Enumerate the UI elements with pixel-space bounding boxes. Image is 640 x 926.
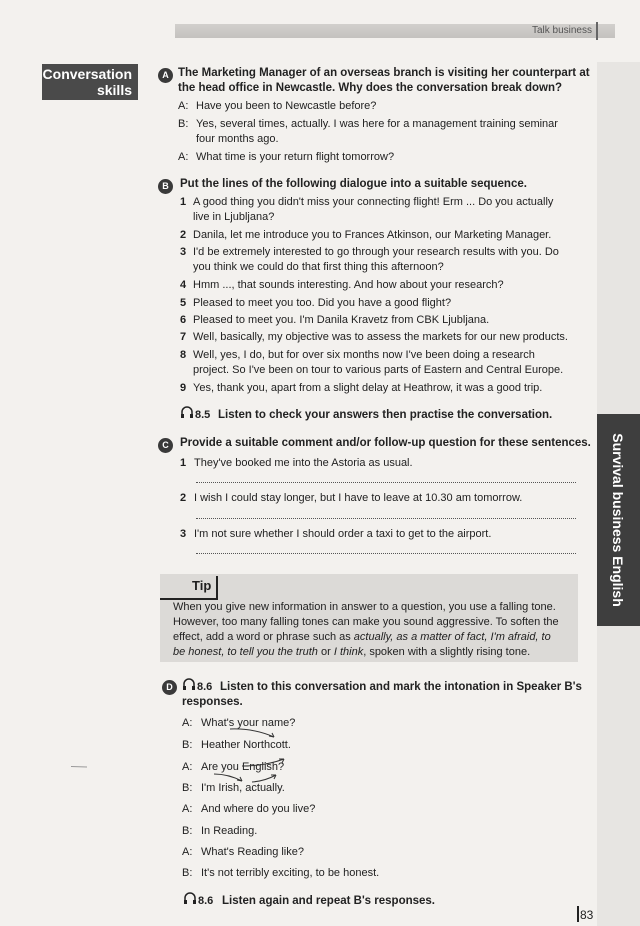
list-item: Pleased to meet you. I'm Danila Kravetz from CBK Ljubljana. (193, 314, 490, 326)
headphones-icon (182, 677, 196, 691)
speaker-label: A: (178, 100, 189, 112)
list-item-cont: project. So I've been on tour to various parts of Eastern and Central Europe. (193, 364, 564, 376)
pencil-mark (70, 765, 88, 768)
item-number: 4 (180, 279, 187, 291)
item-number: 3 (180, 528, 187, 540)
section-a-heading-1: The Marketing Manager of an overseas branch is visiting her counterpart at (178, 67, 590, 79)
answer-line (196, 482, 576, 483)
speaker-label: B: (178, 118, 189, 130)
item-number: 1 (180, 457, 187, 469)
section-c-badge: C (158, 438, 173, 453)
tip-italic-span: I think (333, 646, 364, 658)
tip-text-span: effect, add a word or phrase such as (173, 631, 354, 643)
list-item: I wish I could stay longer, but I have to leave at 10.30 am tomorrow. (194, 492, 523, 504)
speaker-label: A: (182, 761, 193, 773)
section-label-line-2: skills (96, 82, 132, 98)
list-item: Well, yes, I do, but for over six months now I've been doing a research (193, 349, 535, 361)
item-number: 6 (180, 314, 187, 326)
dialogue-line: I'm Irish, actually. (201, 782, 285, 794)
tip-line-2: However, too many falling tones can make you sound aggressive. To soften the (173, 616, 559, 628)
section-a-heading-2: the head office in Newcastle. Why does the conversation break down? (178, 82, 563, 94)
dialogue-line: Are you English? (201, 761, 285, 773)
tip-text (173, 600, 573, 660)
tip-line-4 (173, 645, 573, 660)
page-number: 83 (580, 908, 594, 922)
section-label-line-1: Conversation (42, 66, 132, 82)
list-item: Pleased to meet you too. Did you have a good flight? (193, 297, 452, 309)
repeat-instruction: Listen again and repeat B's responses. (222, 895, 435, 907)
rising-intonation-arrow (250, 772, 280, 784)
audio-track-code: 8.5 (195, 409, 211, 421)
item-number: 5 (180, 297, 187, 309)
dialogue-line: Heather Northcott. (201, 739, 291, 751)
tip-text-span: , spoken with a slightly rising tone. (363, 646, 531, 658)
list-item: Well, basically, my objective was to assess the markets for our new products. (193, 331, 568, 343)
dialogue-line: What's Reading like? (201, 846, 304, 858)
list-item: Yes, thank you, apart from a slight delay at Heathrow, it was a good trip. (193, 382, 543, 394)
section-d-heading-2: responses. (182, 696, 243, 708)
speaker-label: A: (182, 803, 193, 815)
dialogue-line: It's not terribly exciting, to be honest. (201, 867, 380, 879)
header-title: Talk business (531, 25, 592, 36)
dialogue-line: And where do you live? (201, 803, 316, 815)
item-number: 7 (180, 331, 187, 343)
dialogue-line: Yes, several times, actually. I was here for a management training seminar (196, 118, 558, 130)
chapter-tab-label: Survival business English (610, 433, 626, 607)
tip-text-span: or (317, 646, 334, 658)
speaker-label: A: (182, 717, 193, 729)
headphones-icon (180, 405, 194, 419)
list-item-cont: live in Ljubljana? (193, 211, 275, 223)
dialogue-line: In Reading. (201, 825, 258, 837)
dialogue-line: Have you been to Newcastle before? (196, 100, 377, 112)
speaker-label: B: (182, 825, 193, 837)
item-number: 1 (180, 196, 187, 208)
item-number: 2 (180, 492, 187, 504)
speaker-label: B: (182, 867, 193, 879)
rising-intonation-arrow (240, 756, 290, 768)
section-d-badge: D (162, 680, 177, 695)
speaker-label: A: (182, 846, 193, 858)
list-item-cont: you think we could do that first thing this afternoon? (193, 261, 444, 273)
tip-line-3 (173, 630, 573, 645)
speaker-label: A: (178, 151, 189, 163)
tip-line-1: When you give new information in answer to a question, you use a falling tone. (173, 601, 556, 613)
tip-italic-span: actually, as a matter of fact, I'm afraid, to (353, 631, 551, 643)
falling-intonation-arrow (212, 772, 246, 784)
speaker-label: B: (182, 782, 193, 794)
list-item: I'm not sure whether I should order a taxi to get to the airport. (194, 528, 492, 540)
dialogue-line-cont: four months ago. (196, 133, 279, 145)
dialogue-line: What's your name? (201, 717, 296, 729)
tip-divider (216, 576, 218, 599)
speaker-label: B: (182, 739, 193, 751)
header-divider (596, 22, 598, 40)
item-number: 9 (180, 382, 187, 394)
list-item: I'd be extremely interested to go through your research results with you. Do (193, 246, 559, 258)
list-item: A good thing you didn't miss your connecting flight! Erm ... Do you actually (193, 196, 554, 208)
section-b-badge: B (158, 179, 173, 194)
section-b-heading: Put the lines of the following dialogue into a suitable sequence. (180, 178, 527, 190)
listen-instruction: Listen to check your answers then practise the conversation. (218, 409, 553, 421)
list-item: Danila, let me introduce you to Frances Atkinson, our Marketing Manager. (193, 229, 552, 241)
tip-italic-span: be honest, to tell you the truth (173, 646, 318, 658)
item-number: 8 (180, 349, 187, 361)
audio-track-code: 8.6 (198, 895, 214, 907)
list-item: They've booked me into the Astoria as usual. (194, 457, 413, 469)
item-number: 3 (180, 246, 187, 258)
page-number-divider (577, 906, 579, 922)
answer-line (196, 553, 576, 554)
tip-label: Tip (192, 578, 212, 593)
section-c-heading: Provide a suitable comment and/or follow-up question for these sentences. (180, 437, 591, 449)
dialogue-line: What time is your return flight tomorrow? (196, 151, 395, 163)
item-number: 2 (180, 229, 187, 241)
answer-line (196, 518, 576, 519)
audio-track-code: 8.6 (197, 681, 213, 693)
list-item: Hmm ..., that sounds interesting. And how about your research? (193, 279, 504, 291)
section-d-heading-1: Listen to this conversation and mark the intonation in Speaker B's (220, 681, 582, 693)
section-label (42, 64, 138, 100)
headphones-icon (183, 891, 197, 905)
section-a-badge: A (158, 68, 173, 83)
